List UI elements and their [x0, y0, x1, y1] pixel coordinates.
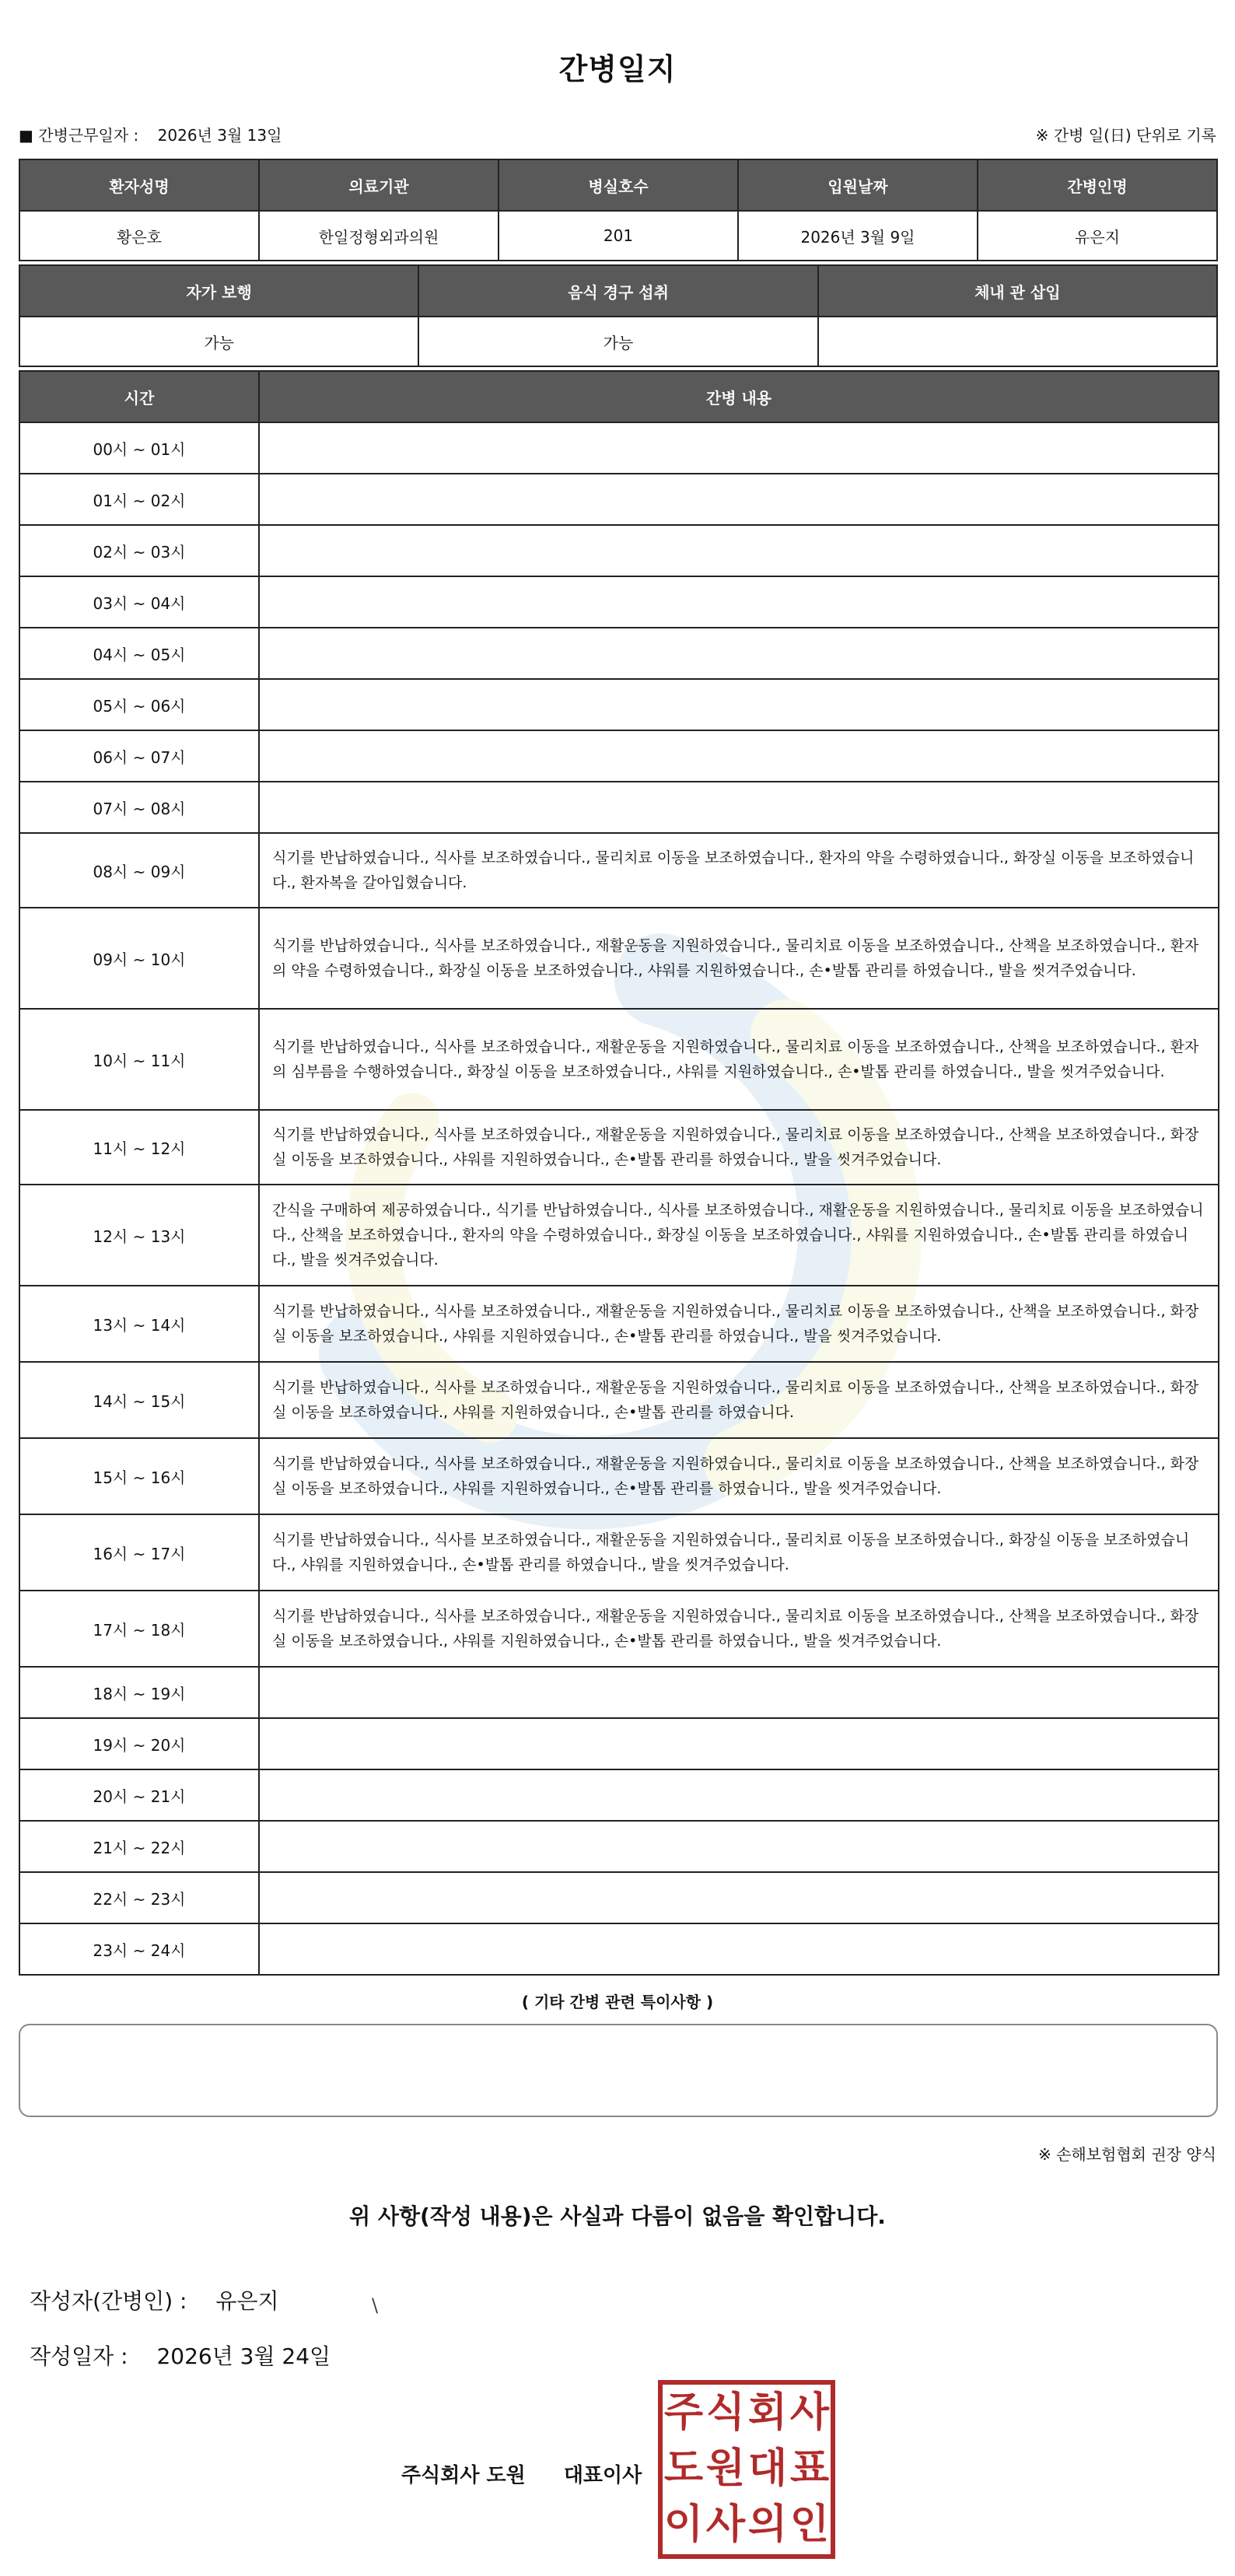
- log-row-content: [259, 1718, 1219, 1769]
- patient-info-header-row: [19, 159, 1217, 211]
- seal-glyph: 주: [663, 2389, 704, 2436]
- log-row: [19, 1185, 1219, 1286]
- log-row-content: 식기를 반납하였습니다., 식사를 보조하였습니다., 재활운동을 지원하였습니다., 물리치료 이동을 보조하였습니다., 산책을 보조하였습니다., 환자의 심부름을 수행하였습니다., 화장실 이동을 보조하였습니다., 샤워를 지원하였습니다., 손•발톱 관리를 하였습니다., 발을 씻겨주었습니다.: [259, 1009, 1219, 1110]
- log-row-time: 17시 ~ 18시: [19, 1591, 259, 1667]
- seal-glyph: 식: [705, 2389, 746, 2436]
- log-row-time: 22시 ~ 23시: [19, 1872, 259, 1923]
- record-note: ※ 간병 일(日) 단위로 기록: [1035, 126, 1216, 145]
- log-row-time: 02시 ~ 03시: [19, 525, 259, 576]
- writer-label: 작성자(간병인) :: [30, 2288, 187, 2314]
- caregiver-name: 유은지: [978, 211, 1217, 261]
- written-date-label: 작성일자 :: [30, 2343, 128, 2369]
- log-row-time: 04시 ~ 05시: [19, 628, 259, 679]
- log-row-time: 20시 ~ 21시: [19, 1769, 259, 1821]
- log-row-time: 06시 ~ 07시: [19, 730, 259, 782]
- hospital-name: 한일정형외과의원: [259, 211, 499, 261]
- seal-glyph: 표: [789, 2445, 830, 2492]
- writer-name: 유은지: [215, 2288, 279, 2314]
- header-room-number: 병실호수: [499, 159, 738, 211]
- log-row-time: 09시 ~ 10시: [19, 908, 259, 1009]
- log-row-time: 19시 ~ 20시: [19, 1718, 259, 1769]
- work-date-label: ■ 간병근무일자 :: [19, 126, 139, 145]
- log-row-content: [259, 1923, 1219, 1975]
- tube-insertion-value: [818, 317, 1217, 366]
- log-row-time: 10시 ~ 11시: [19, 1009, 259, 1110]
- company-seal-stamp: [658, 2380, 835, 2559]
- log-row-content: [259, 474, 1219, 525]
- log-row-time: 16시 ~ 17시: [19, 1514, 259, 1591]
- seal-glyph: 이: [663, 2501, 704, 2548]
- company-name: 주식회사 도원: [401, 2464, 526, 2487]
- header-hospital: 의료기관: [259, 159, 499, 211]
- care-log-table: [19, 370, 1219, 1976]
- header-care-content: 간병 내용: [259, 371, 1219, 422]
- log-row: [19, 525, 1219, 576]
- log-row-time: 15시 ~ 16시: [19, 1438, 259, 1514]
- special-notes-box: [19, 2024, 1218, 2117]
- log-row-content: [259, 782, 1219, 833]
- seal-glyph: 도: [663, 2445, 704, 2492]
- log-row-content: [259, 1769, 1219, 1821]
- log-row-time: 01시 ~ 02시: [19, 474, 259, 525]
- company-representative-title: 대표이사: [563, 2464, 642, 2487]
- oral-intake-value: 가능: [418, 317, 817, 366]
- log-row-time: 07시 ~ 08시: [19, 782, 259, 833]
- written-date-value: 2026년 3월 24일: [156, 2343, 331, 2369]
- log-row: [19, 730, 1219, 782]
- log-row: [19, 628, 1219, 679]
- seal-glyph: 인: [789, 2501, 830, 2548]
- log-row-time: 08시 ~ 09시: [19, 833, 259, 908]
- seal-row: [663, 2497, 831, 2553]
- log-row-content: [259, 679, 1219, 730]
- log-row-time: 18시 ~ 19시: [19, 1667, 259, 1718]
- log-row-content: [259, 628, 1219, 679]
- seal-glyph: 회: [747, 2389, 788, 2436]
- log-row: [19, 782, 1219, 833]
- special-notes-title: ( 기타 간병 관련 특이사항 ): [521, 1993, 714, 2011]
- header-self-walking: 자가 보행: [19, 265, 418, 317]
- written-date-line: [30, 2340, 331, 2371]
- log-row-time: 03시 ~ 04시: [19, 576, 259, 628]
- log-row: [19, 1923, 1219, 1975]
- log-row-content: [259, 730, 1219, 782]
- log-row-time: 12시 ~ 13시: [19, 1185, 259, 1286]
- care-log-body: [19, 422, 1219, 1975]
- log-row-content: [259, 422, 1219, 474]
- seal-row: [663, 2441, 831, 2497]
- log-row-time: 14시 ~ 15시: [19, 1362, 259, 1438]
- log-row: [19, 679, 1219, 730]
- header-admission-date: 입원날짜: [738, 159, 978, 211]
- care-status-header-row: [19, 265, 1217, 317]
- log-row: [19, 1438, 1219, 1514]
- log-row: [19, 1362, 1219, 1438]
- log-row: [19, 576, 1219, 628]
- log-row-content: 간식을 구매하여 제공하였습니다., 식기를 반납하였습니다., 식사를 보조하였습니다., 재활운동을 지원하였습니다., 물리치료 이동을 보조하였습니다., 산책을 보조하였습니다., 환자의 약을 수령하였습니다., 화장실 이동을 보조하였습니다., 샤워를 지원하였습니다., 손•발톱 관리를 하였습니다., 발을 씻겨주었습니다.: [259, 1185, 1219, 1286]
- document-title: 간병일지: [558, 52, 677, 86]
- log-row: [19, 1514, 1219, 1591]
- log-row-time: 05시 ~ 06시: [19, 679, 259, 730]
- log-row: [19, 1667, 1219, 1718]
- seal-glyph: 사: [705, 2501, 746, 2548]
- log-row-time: 13시 ~ 14시: [19, 1286, 259, 1362]
- log-row-content: [259, 576, 1219, 628]
- log-row: [19, 1718, 1219, 1769]
- log-row-content: [259, 525, 1219, 576]
- log-row-time: 00시 ~ 01시: [19, 422, 259, 474]
- log-row-content: 식기를 반납하였습니다., 식사를 보조하였습니다., 물리치료 이동을 보조하였습니다., 환자의 약을 수령하였습니다., 화장실 이동을 보조하였습니다., 환자복을 갈아입혔습니다.: [259, 833, 1219, 908]
- log-row-content: 식기를 반납하였습니다., 식사를 보조하였습니다., 재활운동을 지원하였습니다., 물리치료 이동을 보조하였습니다., 산책을 보조하였습니다., 화장실 이동을 보조하였습니다., 샤워를 지원하였습니다., 손•발톱 관리를 하였습니다., 발을 씻겨주었습니다.: [259, 1591, 1219, 1667]
- log-row: [19, 474, 1219, 525]
- care-status-value-row: [19, 317, 1217, 366]
- room-number: 201: [499, 211, 738, 261]
- writer-signature-mark: \: [372, 2294, 379, 2316]
- log-row-content: [259, 1667, 1219, 1718]
- writer-line: [30, 2284, 279, 2315]
- log-row: [19, 1286, 1219, 1362]
- seal-glyph: 의: [747, 2501, 788, 2548]
- log-row-content: [259, 1821, 1219, 1872]
- confirmation-statement: 위 사항(작성 내용)은 사실과 다름이 없음을 확인합니다.: [349, 2203, 886, 2229]
- log-row-content: 식기를 반납하였습니다., 식사를 보조하였습니다., 재활운동을 지원하였습니다., 물리치료 이동을 보조하였습니다., 화장실 이동을 보조하였습니다., 샤워를 지원하였습니다., 손•발톱 관리를 하였습니다., 발을 씻겨주었습니다.: [259, 1514, 1219, 1591]
- seal-glyph: 대: [747, 2445, 788, 2492]
- seal-glyph: 사: [789, 2389, 830, 2436]
- log-row: [19, 1009, 1219, 1110]
- log-row-content: 식기를 반납하였습니다., 식사를 보조하였습니다., 재활운동을 지원하였습니다., 물리치료 이동을 보조하였습니다., 산책을 보조하였습니다., 화장실 이동을 보조하였습니다., 샤워를 지원하였습니다., 손•발톱 관리를 하였습니다., 발을 씻겨주었습니다.: [259, 1438, 1219, 1514]
- header-patient-name: 환자성명: [19, 159, 259, 211]
- recommend-note: ※ 손해보험협회 권장 양식: [1037, 2145, 1216, 2164]
- log-row: [19, 908, 1219, 1009]
- log-row-content: 식기를 반납하였습니다., 식사를 보조하였습니다., 재활운동을 지원하였습니다., 물리치료 이동을 보조하였습니다., 산책을 보조하였습니다., 화장실 이동을 보조하였습니다., 샤워를 지원하였습니다., 손•발톱 관리를 하였습니다.: [259, 1362, 1219, 1438]
- log-row-time: 11시 ~ 12시: [19, 1110, 259, 1185]
- self-walking-value: 가능: [19, 317, 418, 366]
- log-row: [19, 833, 1219, 908]
- log-row-content: 식기를 반납하였습니다., 식사를 보조하였습니다., 재활운동을 지원하였습니다., 물리치료 이동을 보조하였습니다., 산책을 보조하였습니다., 화장실 이동을 보조하였습니다., 샤워를 지원하였습니다., 손•발톱 관리를 하였습니다., 발을 씻겨주었습니다.: [259, 1286, 1219, 1362]
- log-row-content: [259, 1872, 1219, 1923]
- log-row: [19, 422, 1219, 474]
- care-status-table: [19, 264, 1218, 367]
- header-time: 시간: [19, 371, 259, 422]
- company-line: [401, 2459, 642, 2488]
- log-row-content: 식기를 반납하였습니다., 식사를 보조하였습니다., 재활운동을 지원하였습니다., 물리치료 이동을 보조하였습니다., 산책을 보조하였습니다., 환자의 약을 수령하였습니다., 화장실 이동을 보조하였습니다., 샤워를 지원하였습니다., 손•발톱 관리를 하였습니다., 발을 씻겨주었습니다.: [259, 908, 1219, 1009]
- patient-info-value-row: [19, 211, 1217, 261]
- log-row: [19, 1769, 1219, 1821]
- log-row-content: 식기를 반납하였습니다., 식사를 보조하였습니다., 재활운동을 지원하였습니다., 물리치료 이동을 보조하였습니다., 산책을 보조하였습니다., 화장실 이동을 보조하였습니다., 샤워를 지원하였습니다., 손•발톱 관리를 하였습니다., 발을 씻겨주었습니다.: [259, 1110, 1219, 1185]
- work-date-value: 2026년 3월 13일: [157, 126, 282, 145]
- patient-info-table: [19, 159, 1218, 261]
- patient-name: 황은호: [19, 211, 259, 261]
- header-tube-insertion: 체내 관 삽입: [818, 265, 1217, 317]
- work-date: [19, 123, 282, 145]
- log-row-time: 21시 ~ 22시: [19, 1821, 259, 1872]
- header-caregiver-name: 간병인명: [978, 159, 1217, 211]
- admission-date: 2026년 3월 9일: [738, 211, 978, 261]
- log-row: [19, 1591, 1219, 1667]
- log-row: [19, 1110, 1219, 1185]
- header-oral-intake: 음식 경구 섭취: [418, 265, 817, 317]
- care-log-header-row: [19, 371, 1219, 422]
- seal-row: [663, 2385, 831, 2441]
- log-row: [19, 1872, 1219, 1923]
- seal-glyph: 원: [705, 2445, 746, 2492]
- log-row: [19, 1821, 1219, 1872]
- log-row-time: 23시 ~ 24시: [19, 1923, 259, 1975]
